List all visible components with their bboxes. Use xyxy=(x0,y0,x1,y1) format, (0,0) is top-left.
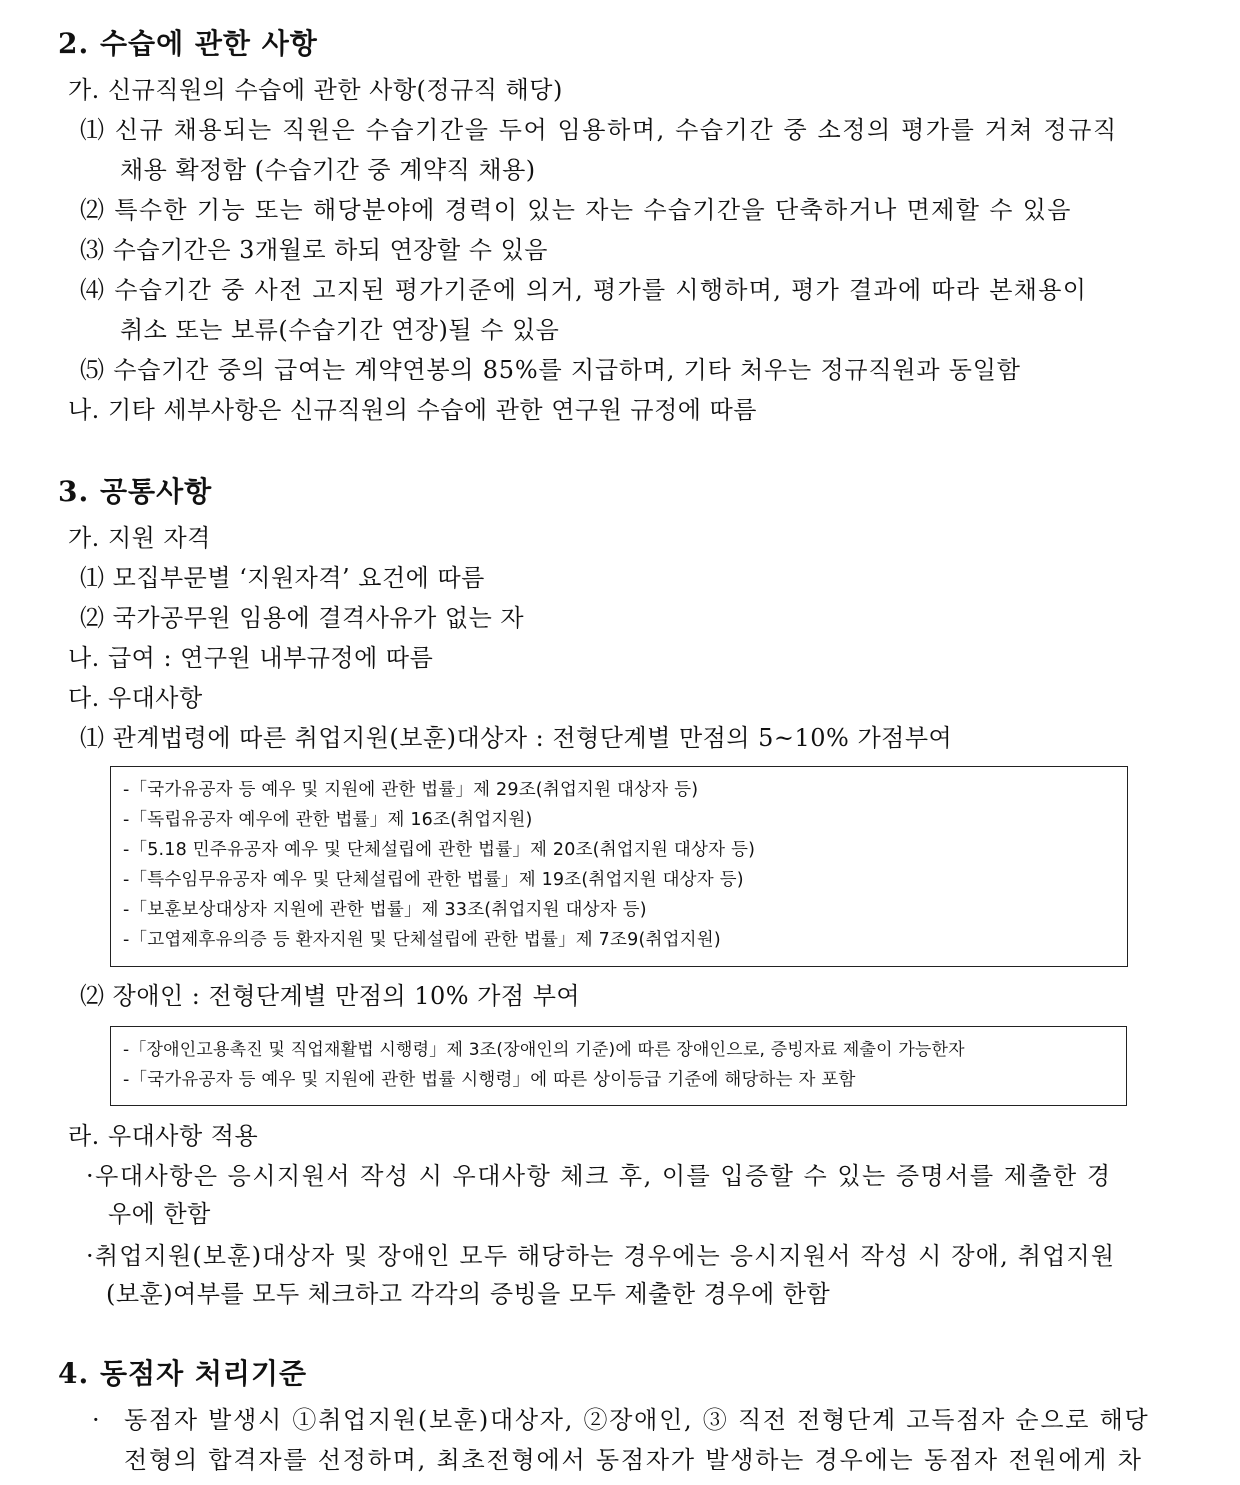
law-line: -「5.18 민주유공자 예우 및 단체설립에 관한 법률」제 20조(취업지원 대상자 등) xyxy=(123,840,756,860)
s3-ra-bullet-2-line1: ·취업지원(보훈)대상자 및 장애인 모두 해당하는 경우에는 응시지원서 작성 시 장애, 취업지원 xyxy=(86,1242,1116,1270)
s3-da-item-1: ⑴ 관계법령에 따른 취업지원(보훈)대상자 : 전형단계별 만점의 5~10% 가점부여 xyxy=(80,724,953,752)
s3-item-ra: 라. 우대사항 적용 xyxy=(68,1122,259,1150)
s3-ga-item-2: ⑵ 국가공무원 임용에 결격사유가 없는 자 xyxy=(80,604,525,632)
law-line: -「보훈보상대상자 지원에 관한 법률」제 33조(취업지원 대상자 등) xyxy=(123,900,647,920)
law-line: -「국가유공자 등 예우 및 지원에 관한 법률」제 29조(취업지원 대상자 등) xyxy=(123,780,699,800)
s3-ra-bullet-1-line1: ·우대사항은 응시지원서 작성 시 우대사항 체크 후, 이를 입증할 수 있는 증명서를 제출한 경 xyxy=(86,1162,1112,1190)
s3-da-item-2: ⑵ 장애인 : 전형단계별 만점의 10% 가점 부여 xyxy=(80,982,581,1010)
s3-ra-bullet-1-line2: 우에 한함 xyxy=(108,1200,211,1228)
s3-item-da: 다. 우대사항 xyxy=(68,684,203,712)
s2-item-5: ⑸ 수습기간 중의 급여는 계약연봉의 85%를 지급하며, 기타 처우는 정규직원과 동일함 xyxy=(80,356,1021,384)
s2-item-ga: 가. 신규직원의 수습에 관한 사항(정규직 해당) xyxy=(68,76,563,104)
section-4-title: 4. 동점자 처리기준 xyxy=(58,1357,308,1390)
s2-item-4-line2: 취소 또는 보류(수습기간 연장)될 수 있음 xyxy=(120,316,560,344)
s2-item-3: ⑶ 수습기간은 3개월로 하되 연장할 수 있음 xyxy=(80,236,548,264)
s3-ga-item-1: ⑴ 모집부문별 ‘지원자격’ 요건에 따름 xyxy=(80,564,485,592)
section-2-title: 2. 수습에 관한 사항 xyxy=(58,27,318,60)
law-line: -「독립유공자 예우에 관한 법률」제 16조(취업지원) xyxy=(123,810,533,830)
law-line: -「특수임무유공자 예우 및 단체설립에 관한 법률」제 19조(취업지원 대상자 등) xyxy=(123,870,744,890)
s2-item-1-line1: ⑴ 신규 채용되는 직원은 수습기간을 두어 임용하며, 수습기간 중 소정의 평가를 거쳐 정규직 xyxy=(80,116,1118,144)
s2-item-1-line2: 채용 확정함 (수습기간 중 계약직 채용) xyxy=(120,156,536,184)
s4-text-line2: 전형의 합격자를 선정하며, 최초전형에서 동점자가 발생하는 경우에는 동점자 전원에게 차 xyxy=(124,1446,1143,1474)
s4-text-line1: 동점자 발생시 ①취업지원(보훈)대상자, ②장애인, ③ 직전 전형단계 고득점자 순으로 해당 xyxy=(124,1406,1150,1434)
s2-item-4-line1: ⑷ 수습기간 중 사전 고지된 평가기준에 의거, 평가를 시행하며, 평가 결과에 따라 본채용이 xyxy=(80,276,1088,304)
s2-item-na: 나. 기타 세부사항은 신규직원의 수습에 관한 연구원 규정에 따름 xyxy=(68,396,757,424)
law-line: -「장애인고용촉진 및 직업재활법 시행령」제 3조(장애인의 기준)에 따른 장애인으로, 증빙자료 제출이 가능한자 xyxy=(123,1040,965,1060)
law-line: -「국가유공자 등 예우 및 지원에 관한 법률 시행령」에 따른 상이등급 기준에 해당하는 자 포함 xyxy=(123,1070,856,1090)
bullet-dot: · xyxy=(92,1406,101,1434)
law-line: -「고엽제후유의증 등 환자지원 및 단체설립에 관한 법률」제 7조9(취업지원) xyxy=(123,930,721,950)
s3-item-na: 나. 급여 : 연구원 내부규정에 따름 xyxy=(68,644,434,672)
section-3-title: 3. 공통사항 xyxy=(58,475,213,508)
veterans-law-box xyxy=(110,766,1128,967)
disability-law-box xyxy=(110,1026,1127,1106)
s2-item-2: ⑵ 특수한 기능 또는 해당분야에 경력이 있는 자는 수습기간을 단축하거나 면제할 수 있음 xyxy=(80,196,1072,224)
s3-item-ga: 가. 지원 자격 xyxy=(68,524,211,552)
s3-ra-bullet-2-line2: (보훈)여부를 모두 체크하고 각각의 증빙을 모두 제출한 경우에 한함 xyxy=(106,1280,831,1308)
